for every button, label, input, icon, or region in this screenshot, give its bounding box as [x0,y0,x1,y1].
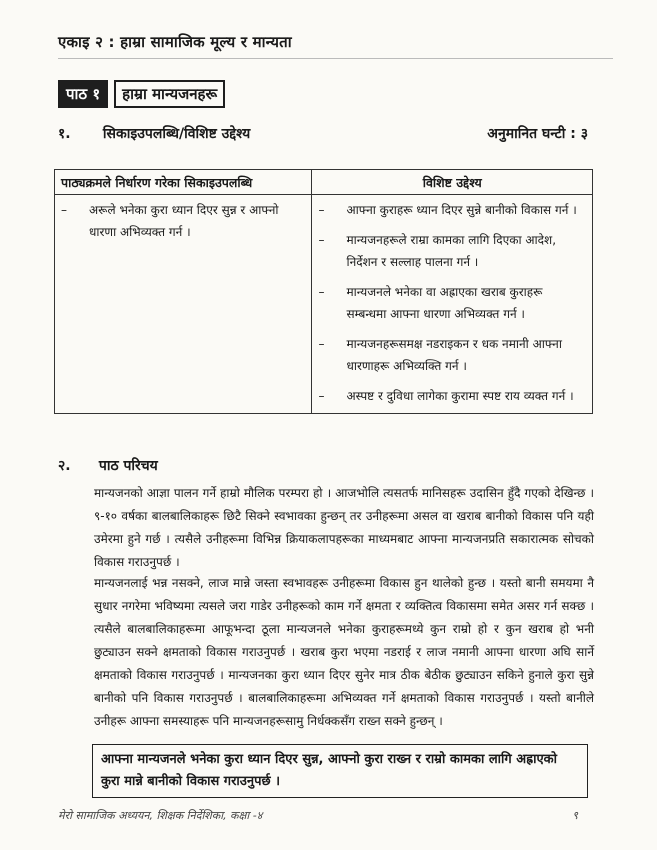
lesson-badge: पाठ १ [58,80,108,108]
title-divider [58,58,613,59]
objective-item [318,199,586,221]
section-1-heading [58,124,588,143]
lesson-heading [58,80,225,108]
page-number: ९ [572,809,578,822]
outcomes-cell [55,195,312,414]
section-2-heading [58,456,158,475]
objective-text: मान्यजनले भनेका वा अह्राएका खराब कुराहरू सम्बन्धमा आफ्ना धारणा अभिव्यक्त गर्न । [346,285,543,321]
key-message-box: आफ्ना मान्यजनले भनेका कुरा ध्यान दिएर सुन्न, आफ्नो कुरा राख्न र राम्रो कामका लागि अह्राएको कुरा मान्ने बानीको विकास गराउनुपर्छ । [92,744,588,798]
page-footer [58,808,578,823]
section-2-title: पाठ परिचय [98,458,158,474]
list-dash: – [318,285,325,299]
objective-item [318,333,586,377]
intro-paragraph-1: मान्यजनको आज्ञा पालन गर्ने हाम्रो मौलिक परम्परा हो । आजभोलि त्यसतर्फ मानिसहरू उदासिन हुँदै गएको देखिन्छ । ९-१० वर्षका बालबालिकाहरू छिटै सिक्ने स्वभावका हुन्छन् तर उनीहरूमा असल वा खराब बानीको विकास पनि यही उमेरमा हुने गर्छ । त्यसैले उनीहरूमा विभिन्न क्रियाकलापहरूका माध्यमबाट आफ्ना मान्यजनप्रति सकारात्मक सोचको विकास गराउनुपर्छ । [94,486,594,569]
objective-text: अस्पष्ट र दुविधा लागेका कुरामा स्पष्ट राय व्यक्त गर्न । [346,389,574,403]
section-2-number: २. [58,458,71,474]
unit-title: एकाइ २ : हाम्रा सामाजिक मूल्य र मान्यता [58,33,292,51]
objective-text: मान्यजनहरूले राम्रा कामका लागि दिएका आदेश, निर्देशन र सल्लाह पालना गर्न । [346,233,557,269]
estimated-hours: अनुमानित घन्टी : ३ [487,126,588,142]
list-dash: – [318,337,325,351]
objective-text: मान्यजनहरूसमक्ष नडराइकन र धक नमानी आफ्ना धारणाहरू अभिव्यक्ति गर्न । [346,337,562,373]
objectives-cell [312,195,593,414]
list-dash: – [318,203,325,217]
objective-item [318,385,586,407]
objective-item [318,229,586,273]
section-1-title: सिकाइउपलब्धि/विशिष्ट उद्देश्य [102,126,251,142]
outcome-item [61,199,305,243]
book-title: मेरो सामाजिक अध्ययन, शिक्षक निर्देशिका, कक्षा -४ [58,809,263,822]
table-header-outcomes: पाठ्यक्रमले निर्धारण गरेका सिकाइउपलब्धि [55,170,312,195]
list-dash: – [318,233,325,247]
list-dash: – [318,389,325,403]
table-header-objectives: विशिष्ट उद्देश्य [312,170,593,195]
outcome-text: अरूले भनेका कुरा ध्यान दिएर सुन्न र आफ्नो धारणा अभिव्यक्त गर्न । [89,203,279,239]
intro-paragraph-2: मान्यजनलाई भन्न नसक्ने, लाज मान्ने जस्ता स्वभावहरू उनीहरूमा विकास हुन थालेको हुन्छ । यस्तो बानी समयमा नै सुधार नगरेमा भविष्यमा त्यसले जरा गाडेर उनीहरूको काम गर्ने क्षमता र व्यक्तित्व विकासमा समेत असर गर्न सक्छ । त्यसैले बालबालिकाहरूमा आफूभन्दा ठूला मान्यजनले भनेका कुराहरूमध्ये कुन राम्रो हो र कुन खराब हो भनी छुट्याउन सक्ने क्षमताको विकास गराउनुपर्छ । खराब कुरा भएमा नडराई र लाज नमानी आफ्ना धारणा अघि सार्ने क्षमताको विकास गराउनुपर्छ । मान्यजनका कुरा ध्यान दिएर सुनेर मात्र ठीक बेठीक छुट्याउन सकिने हुनाले कुरा सुन्ने बानीको पनि विकास गराउनुपर्छ । बालबालिकाहरूमा अभिव्यक्त गर्ने क्षमताको विकास गराउनुपर्छ । यस्तो बानीले उनीहरू आफ्ना समस्याहरू पनि मान्यजनहरूसामु निर्धक्कसँग राख्न सक्ने हुन्छन् । [94,576,594,728]
list-dash: – [61,203,67,217]
section-1-number: १. [58,126,71,142]
objective-text: आफ्ना कुराहरू ध्यान दिएर सुन्ने बानीको विकास गर्न । [346,203,577,217]
objectives-table [54,169,593,414]
lesson-name: हाम्रा मान्यजनहरू [114,80,225,108]
objective-item [318,281,586,325]
